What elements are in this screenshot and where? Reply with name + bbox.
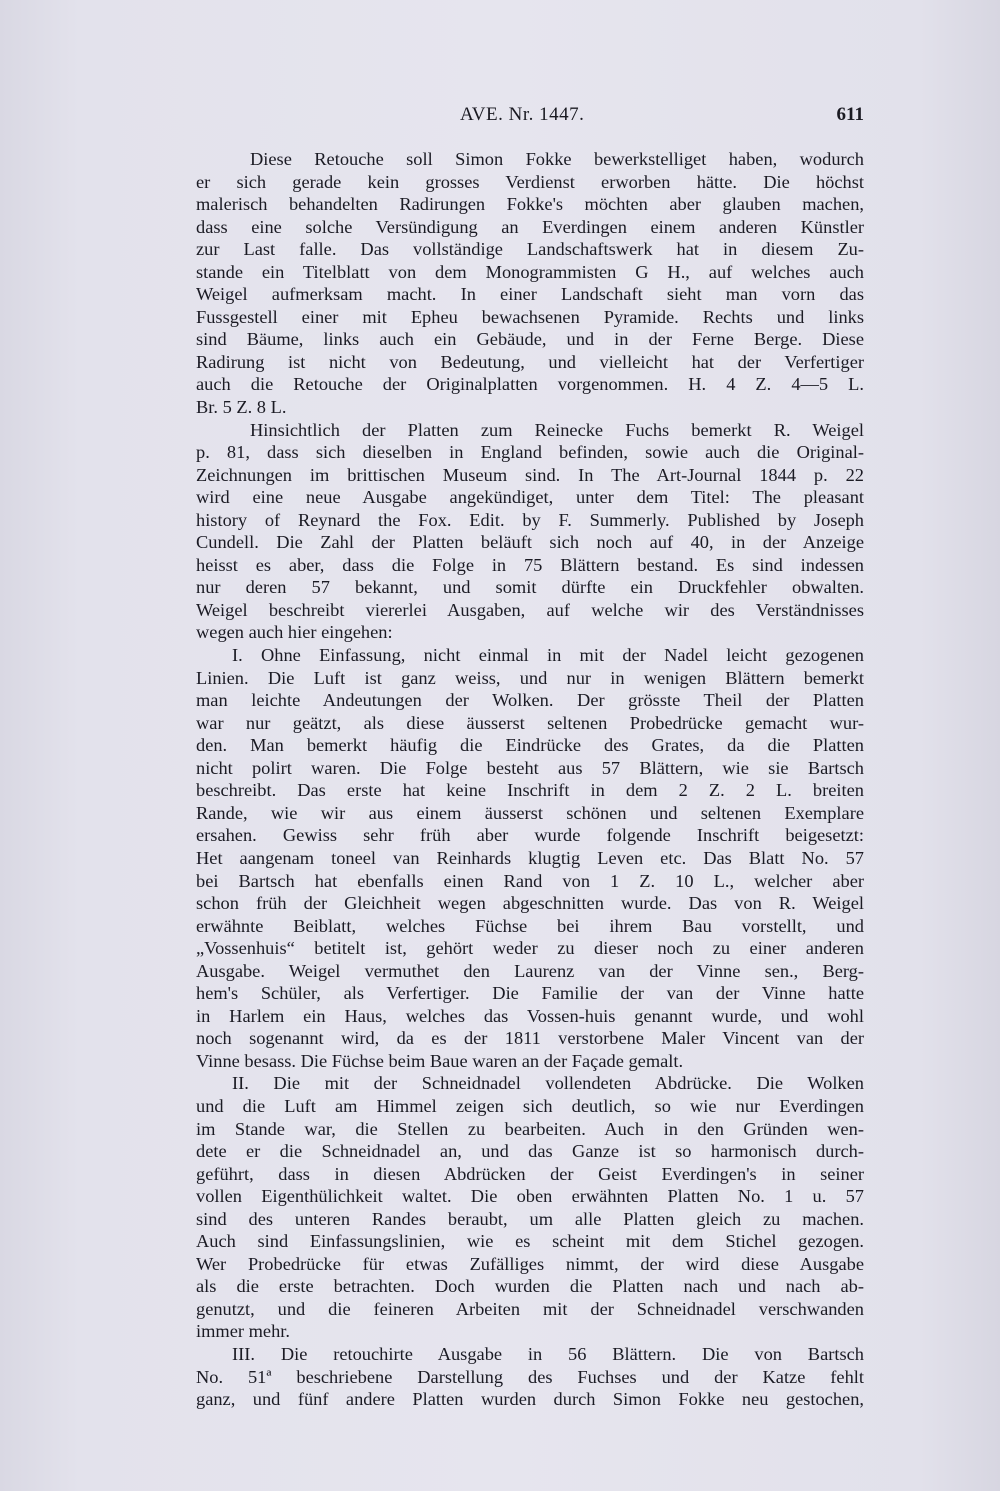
text-line: dass eine solche Versündigung an Everdingen einem anderen Künstler	[196, 216, 864, 237]
text-line: den. Man bemerkt häufig die Eindrücke des Grates, da die Platten	[196, 735, 864, 756]
text-line: I. Ohne Einfassung, nicht einmal in mit der Nadel leicht gezogenen	[232, 645, 864, 666]
text-line: geführt, dass in diesen Abdrücken der Geist Everdingen's in seiner	[196, 1163, 864, 1184]
text-line: zur Last falle. Das vollständige Landschaftswerk hat in diesem Zu-	[196, 239, 864, 260]
body-text	[196, 148, 864, 1411]
text-line: genutzt, und die feineren Arbeiten mit der Schneidnadel verschwanden	[196, 1298, 864, 1319]
text-line: man leichte Andeutungen der Wolken. Der grösste Theil der Platten	[196, 690, 864, 711]
text-line: im Stande war, die Stellen zu bearbeiten. Auch in den Gründen wen-	[196, 1118, 864, 1139]
text-line: sind des unteren Randes beraubt, um alle Platten gleich zu machen.	[196, 1208, 864, 1229]
text-line: war nur geätzt, als diese äusserst seltenen Probedrücke gemacht wur-	[196, 712, 864, 733]
text-line: malerisch behandelten Radirungen Fokke's möchten aber glauben machen,	[196, 194, 864, 215]
text-line: heisst es aber, dass die Folge in 75 Blättern bestand. Es sind indessen	[196, 554, 864, 575]
text-line: dete er die Schneidnadel an, und das Ganze ist so harmonisch durch-	[196, 1141, 864, 1162]
text-line: III. Die retouchirte Ausgabe in 56 Blättern. Die von Bartsch	[232, 1343, 864, 1364]
text-line: nur deren 57 bekannt, und somit dürfte ein Druckfehler obwalten.	[196, 577, 864, 598]
text-line: beschreibt. Das erste hat keine Inschrift in dem 2 Z. 2 L. breiten	[196, 780, 864, 801]
page-number: 611	[836, 104, 864, 125]
text-line: ganz, und fünf andere Platten wurden durch Simon Fokke neu gestochen,	[196, 1389, 864, 1410]
text-line: Ausgabe. Weigel vermuthet den Laurenz van der Vinne sen., Berg-	[196, 960, 864, 981]
text-line: No. 51ª beschriebene Darstellung des Fuchses und der Katze fehlt	[196, 1366, 864, 1387]
text-line: Weigel beschreibt viererlei Ausgaben, auf welche wir des Verständnisses	[196, 599, 864, 620]
text-line: Linien. Die Luft ist ganz weiss, und nur in wenigen Blättern bemerkt	[196, 667, 864, 688]
text-line: Fussgestell einer mit Epheu bewachsenen Pyramide. Rechts und links	[196, 306, 864, 327]
text-line: Wer Probedrücke für etwas Zufälliges nimmt, der wird diese Ausgabe	[196, 1253, 864, 1274]
text-line: vollen Eigenthülichkeit waltet. Die oben erwähnten Platten No. 1 u. 57	[196, 1186, 864, 1207]
text-line: wegen auch hier eingehen:	[196, 622, 393, 643]
text-line: er sich gerade kein grosses Verdienst erworben hätte. Die höchst	[196, 171, 864, 192]
text-line: Hinsichtlich der Platten zum Reinecke Fuchs bemerkt R. Weigel	[250, 419, 864, 440]
text-line: erwähnte Beiblatt, welches Füchse bei ihrem Bau vorstellt, und	[196, 915, 864, 936]
text-line: als die erste betrachten. Doch wurden die Platten nach und nach ab-	[196, 1276, 864, 1297]
text-line: Weigel aufmerksam macht. In einer Landschaft sieht man vorn das	[196, 284, 864, 305]
text-line: Auch sind Einfassungslinien, wie es scheint mit dem Stichel gezogen.	[196, 1231, 864, 1252]
text-line: Rande, wie wir aus einem äusserst schönen und seltenen Exemplare	[196, 802, 864, 823]
running-head: AVE. Nr. 1447.	[460, 104, 585, 125]
text-line: noch sogenannt wird, da es der 1811 verstorbene Maler Vincent van der	[196, 1028, 864, 1049]
text-line: p. 81, dass sich dieselben in England befinden, sowie auch die Original-	[196, 442, 864, 463]
text-line: history of Reynard the Fox. Edit. by F. Summerly. Published by Joseph	[196, 509, 864, 530]
text-line: stande ein Titelblatt von dem Monogrammisten G H., auf welches auch	[196, 261, 864, 282]
text-line: auch die Retouche der Originalplatten vorgenommen. H. 4 Z. 4—5 L.	[196, 374, 864, 395]
text-line: in Harlem ein Haus, welches das Vossen-huis genannt wurde, und wohl	[196, 1005, 864, 1026]
text-line: Br. 5 Z. 8 L.	[196, 397, 287, 418]
text-line: Diese Retouche soll Simon Fokke bewerkstelliget haben, wodurch	[250, 149, 864, 169]
text-line: II. Die mit der Schneidnadel vollendeten Abdrücke. Die Wolken	[232, 1073, 864, 1094]
text-line: wird eine neue Ausgabe angekündiget, unter dem Titel: The pleasant	[196, 487, 864, 508]
text-line: bei Bartsch hat ebenfalls einen Rand von 1 Z. 10 L., welcher aber	[196, 870, 864, 891]
text-line: Zeichnungen im brittischen Museum sind. In The Art-Journal 1844 p. 22	[196, 464, 864, 485]
text-line: hem's Schüler, als Verfertiger. Die Familie der van der Vinne hatte	[196, 983, 864, 1004]
text-line: Radirung ist nicht von Bedeutung, und vielleicht hat der Verfertiger	[196, 351, 864, 372]
text-line: Vinne besass. Die Füchse beim Baue waren an der Façade gemalt.	[196, 1050, 684, 1071]
text-line: sind Bäume, links auch ein Gebäude, und in der Ferne Berge. Diese	[196, 329, 864, 350]
text-line: Het aangenam toneel van Reinhards klugtig Leven etc. Das Blatt No. 57	[196, 847, 864, 868]
text-line: ersahen. Gewiss sehr früh aber wurde folgende Inschrift beigesetzt:	[196, 825, 864, 846]
text-line: „Vossenhuis“ betitelt ist, gehört weder zu dieser noch zu einer anderen	[196, 938, 864, 959]
text-line: und die Luft am Himmel zeigen sich deutlich, so wie nur Everdingen	[196, 1095, 864, 1116]
text-line: nicht polirt waren. Die Folge besteht aus 57 Blättern, wie sie Bartsch	[196, 757, 864, 778]
text-line: Cundell. Die Zahl der Platten beläuft sich noch auf 40, in der Anzeige	[196, 532, 864, 553]
page-header	[196, 104, 864, 134]
text-line: immer mehr.	[196, 1321, 290, 1342]
text-line: schon früh der Gleichheit wegen abgeschnitten wurde. Das von R. Weigel	[196, 893, 864, 914]
